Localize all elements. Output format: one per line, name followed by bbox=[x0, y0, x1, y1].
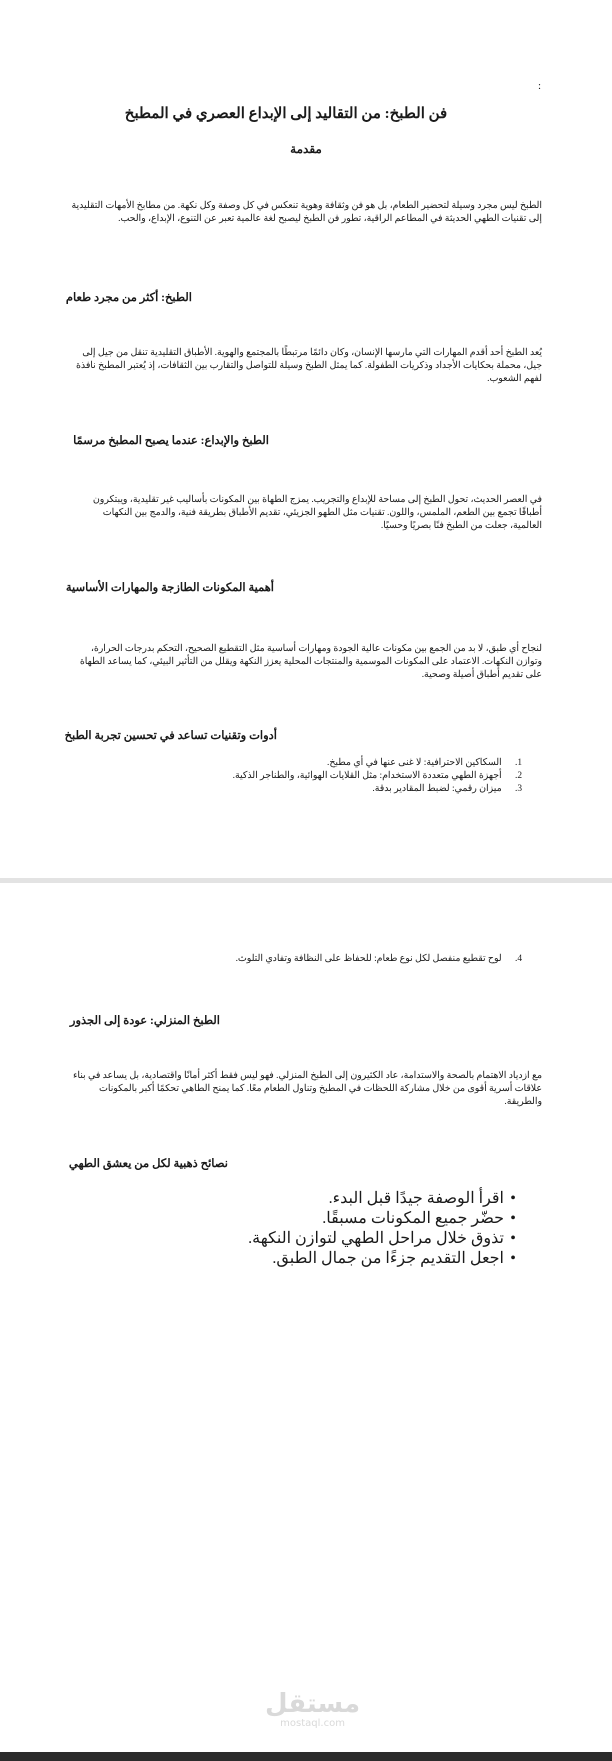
intro-paragraph: الطبخ ليس مجرد وسيلة لتحضير الطعام، بل هو فن وثقافة وهوية تنعكس في كل وصفة وكل نكهة. من مطابخ الأمهات التقليدية إلى تقنيات الطهي الحديثة في المطاعم الراقية، تطور فن الطبخ ليصبح لغة عالمية تعبر عن التنوع، الإبداع، والحب. bbox=[71, 201, 542, 225]
list-item: 2. أجهزة الطهي متعددة الاستخدام: مثل القلايات الهوائية، والطناجر الذكية. bbox=[232, 771, 522, 781]
tools-list-continued bbox=[122, 953, 522, 966]
section-body-food: يُعد الطبخ أحد أقدم المهارات التي مارسها الإنسان، وكان دائمًا مرتبطًا بالمجتمع والهوية. الأطباق التقليدية تنقل من جيل إلى جيل، محملة بحكايات الأجداد وذكريات الطفولة. كما يمثل الطبخ وسيلة للتواصل والتقارب بين الثقافات، إذ يُعتبر المطبخ نافذة لفهم الشعوب. bbox=[75, 348, 542, 385]
watermark-latin-text: mostaql.com bbox=[280, 1718, 345, 1729]
intro-heading: مقدمة bbox=[290, 142, 322, 156]
list-item: • تذوق خلال مراحل الطهي لتوازن النكهة. bbox=[122, 1228, 522, 1248]
section-heading-tools: أدوات وتقنيات تساعد في تحسين تجربة الطبخ bbox=[64, 730, 277, 742]
list-item: 3. ميزان رقمي: لضبط المقادير بدقة. bbox=[372, 784, 522, 794]
list-item: • اقرأ الوصفة جيدًا قبل البدء. bbox=[122, 1188, 522, 1208]
mostaql-watermark-logo bbox=[265, 1690, 360, 1729]
list-item: • اجعل التقديم جزءًا من جمال الطبق. bbox=[122, 1248, 522, 1268]
tools-list bbox=[122, 757, 522, 796]
section-heading-food: الطبخ: أكثر من مجرد طعام bbox=[65, 292, 192, 304]
document-title: فن الطبخ: من التقاليد إلى الإبداع العصري في المطبخ bbox=[124, 106, 448, 122]
bottom-bar bbox=[0, 1752, 612, 1761]
section-body-creativity: في العصر الحديث، تحول الطبخ إلى مساحة للإبداع والتجريب. يمزج الطهاة بين المكونات بأساليب غير تقليدية، ويبتكرون أطباقًا تجمع بين الطعم، الملمس، واللون. تقنيات مثل الطهو الجزيئي، تقديم الأطباق بطريقة فنية، والدمج بين النكهات العالمية، جعلت من الطبخ فنًا بصريًا وحسيًا. bbox=[92, 495, 542, 532]
section-body-ingredients: لنجاح أي طبق، لا بد من الجمع بين مكونات عالية الجودة ومهارات أساسية مثل التقطيع الصحيح، التحكم بدرجات الحرارة، وتوازن النكهات. الاعتماد على المكونات الموسمية والمنتجات المحلية يعزز النكهة ويقلل من التأثير البيئي، كما يساعد الطهاة على تقديم أطباق أصيلة وصحية. bbox=[79, 644, 542, 681]
section-heading-tips: نصائح ذهبية لكل من يعشق الطهي bbox=[68, 1158, 228, 1170]
list-item: 4. لوح تقطيع منفصل لكل نوع طعام: للحفاظ على النظافة وتفادي التلوث. bbox=[235, 954, 522, 964]
section-heading-creativity: الطبخ والإبداع: عندما يصبح المطبخ مرسمًا bbox=[73, 435, 269, 447]
stray-colon: : bbox=[538, 80, 542, 92]
watermark-arabic-text: مستقل bbox=[265, 1689, 361, 1719]
section-body-home: مع ازدياد الاهتمام بالصحة والاستدامة، عاد الكثيرون إلى الطبخ المنزلي. فهو ليس فقط أكثر أمانًا واقتصادية، بل يساعد في بناء علاقات أسرية أقوى من خلال مشاركة اللحظات في المطبخ وتناول الطعام معًا. كما يمنح الطاهي تحكمًا أكبر بالمكونات والطريقة. bbox=[72, 1071, 542, 1108]
section-heading-ingredients: أهمية المكونات الطازجة والمهارات الأساسية bbox=[65, 582, 274, 594]
list-item: • حضّر جميع المكونات مسبقًا. bbox=[122, 1208, 522, 1228]
page-divider bbox=[0, 878, 612, 883]
list-item: 1. السكاكين الاحترافية: لا غنى عنها في أي مطبخ. bbox=[327, 758, 522, 768]
section-heading-home: الطبخ المنزلي: عودة إلى الجذور bbox=[69, 1015, 220, 1027]
tips-list bbox=[122, 1188, 522, 1268]
